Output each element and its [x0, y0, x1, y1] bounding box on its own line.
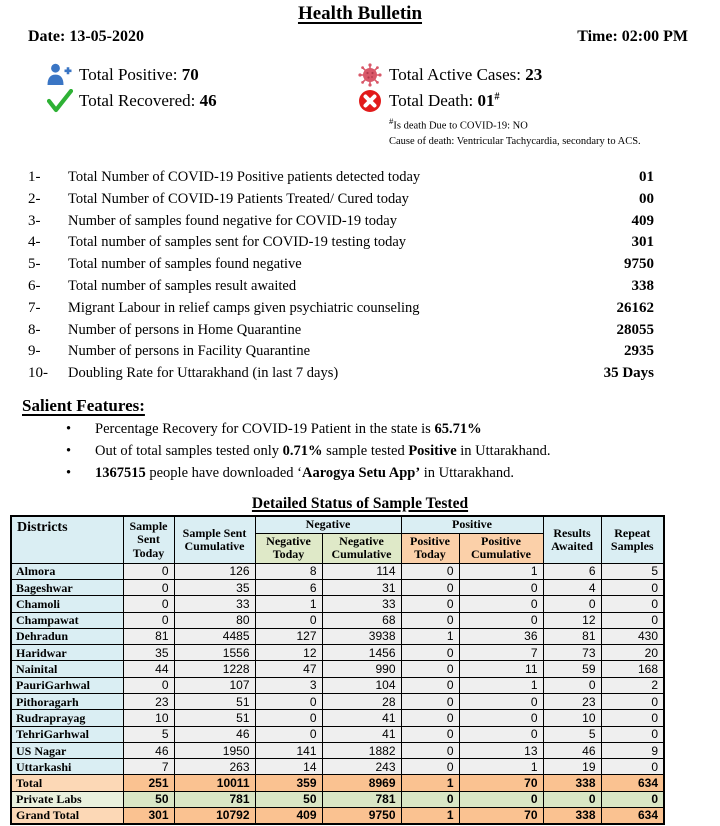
table-value-cell: 10: [123, 710, 174, 726]
table-value-cell: 168: [601, 661, 664, 677]
person-add-icon: [46, 62, 73, 87]
table-value-cell: 301: [123, 808, 174, 824]
table-value-cell: 0: [255, 612, 322, 628]
table-value-cell: 5: [601, 563, 664, 579]
bullet-dot: •: [66, 420, 72, 437]
list-item-label: Doubling Rate for Uttarakhand (in last 7 days): [68, 365, 339, 382]
table-value-cell: 35: [123, 645, 174, 661]
list-item-number: 10-: [28, 365, 48, 382]
table-value-cell: 68: [322, 612, 401, 628]
table-value-cell: 0: [123, 563, 174, 579]
table-header: [11, 516, 664, 563]
table-value-cell: 0: [601, 596, 664, 612]
table-value-cell: 990: [322, 661, 401, 677]
col-header-districts: Districts: [11, 516, 123, 563]
table-value-cell: 359: [255, 775, 322, 791]
list-item-label: Total number of samples found negative: [68, 256, 302, 273]
table-value-cell: 0: [601, 693, 664, 709]
table-value-cell: 4485: [174, 628, 255, 644]
table-value-cell: 10011: [174, 775, 255, 791]
x-circle-icon: [356, 88, 383, 113]
table-row: [11, 661, 664, 677]
list-item-value: 28055: [616, 321, 654, 338]
table-row: [11, 579, 664, 595]
district-name-cell: Uttarkashi: [11, 759, 123, 775]
table-row: [11, 628, 664, 644]
table-value-cell: 46: [174, 726, 255, 742]
col-header-negative-today: Negative Today: [255, 533, 322, 563]
table-value-cell: 0: [401, 759, 459, 775]
list-item: [0, 278, 720, 300]
table-value-cell: 0: [401, 791, 459, 807]
table-row: [11, 808, 664, 824]
table-value-cell: 1: [401, 628, 459, 644]
table-value-cell: 47: [255, 661, 322, 677]
district-name-cell: Grand Total: [11, 808, 123, 824]
table-value-cell: 7: [459, 645, 543, 661]
district-name-cell: Total: [11, 775, 123, 791]
table-value-cell: 9750: [322, 808, 401, 824]
bullet-dot: •: [66, 464, 72, 481]
salient-bullets: [0, 419, 720, 484]
list-item-number: 2-: [28, 190, 41, 207]
list-item: [0, 256, 720, 278]
district-name-cell: Rudraprayag: [11, 710, 123, 726]
col-header-repeat-samples: Repeat Samples: [601, 516, 664, 563]
bullet-text: Out of total samples tested only 0.71% sample tested Positive in Uttarakhand.: [95, 442, 551, 459]
list-item: [0, 343, 720, 365]
list-item-value: 26162: [616, 299, 654, 316]
table-value-cell: 0: [401, 726, 459, 742]
district-name-cell: Chamoli: [11, 596, 123, 612]
table-row: [11, 693, 664, 709]
district-name-cell: Nainital: [11, 661, 123, 677]
table-value-cell: 50: [255, 791, 322, 807]
list-item-value: 01: [639, 168, 654, 185]
table-value-cell: 107: [174, 677, 255, 693]
table-value-cell: 0: [401, 693, 459, 709]
table-value-cell: 23: [123, 693, 174, 709]
table-value-cell: 1: [401, 775, 459, 791]
table-value-cell: 781: [174, 791, 255, 807]
table-value-cell: 0: [543, 791, 601, 807]
district-name-cell: Champawat: [11, 612, 123, 628]
table-value-cell: 51: [174, 693, 255, 709]
bullet-text: 1367515 people have downloaded ‘Aarogya Setu App’ in Uttarakhand.: [95, 464, 514, 481]
table-row: [11, 775, 664, 791]
time: Time: 02:00 PM: [577, 28, 688, 45]
table-value-cell: 0: [459, 579, 543, 595]
table-value-cell: 430: [601, 628, 664, 644]
list-item: [0, 234, 720, 256]
table-value-cell: 41: [322, 726, 401, 742]
table-value-cell: 338: [543, 775, 601, 791]
table-value-cell: 0: [255, 693, 322, 709]
date: Date: 13-05-2020: [28, 28, 144, 45]
table-value-cell: 0: [123, 612, 174, 628]
table-value-cell: 127: [255, 628, 322, 644]
table-value-cell: 0: [401, 661, 459, 677]
table-value-cell: 1456: [322, 645, 401, 661]
table-value-cell: 31: [322, 579, 401, 595]
col-header-results-awaited: Results Awaited: [543, 516, 601, 563]
list-item: [0, 322, 720, 344]
table-value-cell: 70: [459, 775, 543, 791]
list-item-label: Total Number of COVID-19 Positive patients detected today: [68, 168, 421, 185]
bullet-item: [66, 441, 720, 463]
stats-section: [0, 62, 720, 149]
total-active-label: Total Active Cases:: [389, 64, 521, 84]
table-value-cell: 1: [459, 677, 543, 693]
table-value-cell: 70: [459, 808, 543, 824]
col-header-negative-cumulative: Negative Cumulative: [322, 533, 401, 563]
district-name-cell: PauriGarhwal: [11, 677, 123, 693]
sample-status-table: [10, 515, 665, 825]
table-value-cell: 41: [322, 710, 401, 726]
table-value-cell: 0: [601, 726, 664, 742]
table-value-cell: 243: [322, 759, 401, 775]
col-header-positive-today: Positive Today: [401, 533, 459, 563]
table-value-cell: 0: [401, 596, 459, 612]
bullet-item: [66, 463, 720, 485]
table-value-cell: 8969: [322, 775, 401, 791]
table-value-cell: 59: [543, 661, 601, 677]
table-value-cell: 51: [174, 710, 255, 726]
district-name-cell: Almora: [11, 563, 123, 579]
table-row: [11, 677, 664, 693]
list-item-value: 409: [631, 212, 654, 229]
total-recovered-value: 46: [199, 90, 217, 110]
table-value-cell: 36: [459, 628, 543, 644]
table-value-cell: 9: [601, 742, 664, 758]
table-value-cell: 1: [401, 808, 459, 824]
list-item-number: 8-: [28, 321, 41, 338]
list-item-number: 6-: [28, 277, 41, 294]
table-value-cell: 1: [459, 759, 543, 775]
table-row: [11, 563, 664, 579]
list-item-label: Total Number of COVID-19 Patients Treated/ Cured today: [68, 190, 409, 207]
total-death-label: Total Death:: [389, 90, 474, 110]
table-row: [11, 726, 664, 742]
list-item-value: 301: [631, 234, 654, 251]
table-value-cell: 251: [123, 775, 174, 791]
table-value-cell: 80: [174, 612, 255, 628]
table-value-cell: 12: [255, 645, 322, 661]
table-value-cell: 0: [601, 710, 664, 726]
stats-left-column: [46, 62, 356, 149]
table-row: [11, 791, 664, 807]
table-value-cell: 0: [401, 612, 459, 628]
district-name-cell: Bageshwar: [11, 579, 123, 595]
table-value-cell: 12: [543, 612, 601, 628]
page-title: Health Bulletin: [297, 3, 423, 24]
table-value-cell: 6: [255, 579, 322, 595]
total-death-superscript: #: [494, 90, 500, 102]
table-value-cell: 0: [255, 710, 322, 726]
table-value-cell: 46: [543, 742, 601, 758]
sample-table-body: [11, 563, 664, 824]
list-item-label: Number of samples found negative for COVID-19 today: [68, 212, 397, 229]
table-value-cell: 10: [543, 710, 601, 726]
col-header-sample-sent-today: Sample Sent Today: [123, 516, 174, 563]
bullet-item: [66, 419, 720, 441]
list-item-number: 3-: [28, 212, 41, 229]
district-name-cell: Pithoragarh: [11, 693, 123, 709]
table-value-cell: 1: [459, 563, 543, 579]
list-item-label: Migrant Labour in relief camps given psychiatric counseling: [68, 299, 420, 316]
table-value-cell: 263: [174, 759, 255, 775]
total-death-value: 01: [477, 90, 495, 110]
table-value-cell: 0: [601, 759, 664, 775]
table-value-cell: 1: [255, 596, 322, 612]
list-item-label: Number of persons in Facility Quarantine: [68, 343, 311, 360]
table-value-cell: 5: [123, 726, 174, 742]
table-value-cell: 0: [601, 612, 664, 628]
table-value-cell: 0: [543, 596, 601, 612]
district-name-cell: Haridwar: [11, 645, 123, 661]
table-value-cell: 634: [601, 775, 664, 791]
list-item-value: 9750: [624, 256, 654, 273]
total-active-row: [356, 62, 656, 87]
table-value-cell: 2: [601, 677, 664, 693]
table-value-cell: 73: [543, 645, 601, 661]
table-row: [11, 645, 664, 661]
table-title: Detailed Status of Sample Tested: [251, 495, 469, 513]
table-value-cell: 1882: [322, 742, 401, 758]
table-value-cell: 3: [255, 677, 322, 693]
table-value-cell: 0: [401, 710, 459, 726]
list-item: [0, 191, 720, 213]
table-value-cell: 13: [459, 742, 543, 758]
total-active-value: 23: [525, 64, 543, 84]
table-value-cell: 44: [123, 661, 174, 677]
table-value-cell: 0: [123, 677, 174, 693]
table-value-cell: 1556: [174, 645, 255, 661]
list-item: [0, 300, 720, 322]
table-value-cell: 0: [459, 791, 543, 807]
list-item-value: 35 Days: [603, 365, 654, 382]
table-value-cell: 10792: [174, 808, 255, 824]
total-recovered-label: Total Recovered:: [79, 90, 196, 110]
table-value-cell: 0: [401, 677, 459, 693]
table-value-cell: 0: [401, 579, 459, 595]
table-value-cell: 6: [543, 563, 601, 579]
col-header-positive-cumulative: Positive Cumulative: [459, 533, 543, 563]
table-value-cell: 0: [459, 596, 543, 612]
list-item: [0, 213, 720, 235]
table-row: [11, 596, 664, 612]
total-death-row: [356, 88, 656, 113]
table-value-cell: 1950: [174, 742, 255, 758]
table-value-cell: 0: [401, 563, 459, 579]
table-value-cell: 0: [401, 742, 459, 758]
virus-icon: [356, 62, 383, 87]
table-value-cell: 46: [123, 742, 174, 758]
col-header-sample-sent-cumulative: Sample Sent Cumulative: [174, 516, 255, 563]
numbered-list: [0, 169, 720, 387]
table-value-cell: 28: [322, 693, 401, 709]
table-value-cell: 50: [123, 791, 174, 807]
bullet-dot: •: [66, 442, 72, 459]
table-value-cell: 634: [601, 808, 664, 824]
table-value-cell: 33: [174, 596, 255, 612]
table-value-cell: 3938: [322, 628, 401, 644]
total-positive-label: Total Positive:: [79, 64, 178, 84]
table-value-cell: 8: [255, 563, 322, 579]
table-value-cell: 0: [401, 645, 459, 661]
table-value-cell: 23: [543, 693, 601, 709]
death-footnote: #Is death Due to COVID-19: NO Cause of death: Ventricular Tachycardia, secondary to ACS.: [389, 116, 641, 147]
district-name-cell: US Nagar: [11, 742, 123, 758]
list-item: [0, 169, 720, 191]
table-value-cell: 126: [174, 563, 255, 579]
table-value-cell: 0: [123, 579, 174, 595]
table-value-cell: 1228: [174, 661, 255, 677]
table-value-cell: 33: [322, 596, 401, 612]
table-value-cell: 81: [123, 628, 174, 644]
list-item-number: 1-: [28, 168, 41, 185]
list-item-number: 9-: [28, 343, 41, 360]
check-icon: [46, 88, 73, 113]
total-recovered-row: [46, 88, 356, 113]
table-value-cell: 4: [543, 579, 601, 595]
table-row: [11, 759, 664, 775]
table-value-cell: 409: [255, 808, 322, 824]
list-item-label: Total number of samples result awaited: [68, 277, 297, 294]
table-value-cell: 0: [459, 726, 543, 742]
table-value-cell: 104: [322, 677, 401, 693]
bullet-text: Percentage Recovery for COVID-19 Patient in the state is 65.71%: [95, 420, 482, 437]
table-value-cell: 338: [543, 808, 601, 824]
table-value-cell: 781: [322, 791, 401, 807]
total-positive-row: [46, 62, 356, 87]
table-value-cell: 0: [601, 791, 664, 807]
col-group-negative: Negative: [255, 516, 401, 533]
table-value-cell: 0: [543, 677, 601, 693]
list-item-number: 4-: [28, 234, 41, 251]
list-item-label: Number of persons in Home Quarantine: [68, 321, 302, 338]
table-value-cell: 5: [543, 726, 601, 742]
stats-right-column: [356, 62, 656, 149]
total-positive-value: 70: [181, 64, 199, 84]
table-value-cell: 35: [174, 579, 255, 595]
table-row: [11, 710, 664, 726]
list-item-number: 7-: [28, 299, 41, 316]
col-group-positive: Positive: [401, 516, 543, 533]
table-value-cell: 0: [459, 693, 543, 709]
table-value-cell: 0: [459, 612, 543, 628]
table-value-cell: 7: [123, 759, 174, 775]
table-value-cell: 20: [601, 645, 664, 661]
list-item-label: Total number of samples sent for COVID-19 testing today: [68, 234, 407, 251]
table-value-cell: 11: [459, 661, 543, 677]
list-item: [0, 365, 720, 387]
salient-features-heading: Salient Features:: [22, 395, 145, 415]
table-row: [11, 742, 664, 758]
date-time-row: [0, 25, 720, 46]
table-value-cell: 0: [255, 726, 322, 742]
table-row: [11, 612, 664, 628]
list-item-value: 00: [639, 190, 654, 207]
table-value-cell: 114: [322, 563, 401, 579]
table-value-cell: 0: [459, 710, 543, 726]
list-item-value: 338: [631, 277, 654, 294]
list-item-value: 2935: [624, 343, 654, 360]
table-value-cell: 141: [255, 742, 322, 758]
table-value-cell: 14: [255, 759, 322, 775]
table-value-cell: 0: [123, 596, 174, 612]
district-name-cell: Dehradun: [11, 628, 123, 644]
district-name-cell: Private Labs: [11, 791, 123, 807]
district-name-cell: TehriGarhwal: [11, 726, 123, 742]
table-value-cell: 81: [543, 628, 601, 644]
table-value-cell: 19: [543, 759, 601, 775]
list-item-number: 5-: [28, 256, 41, 273]
table-value-cell: 0: [601, 579, 664, 595]
